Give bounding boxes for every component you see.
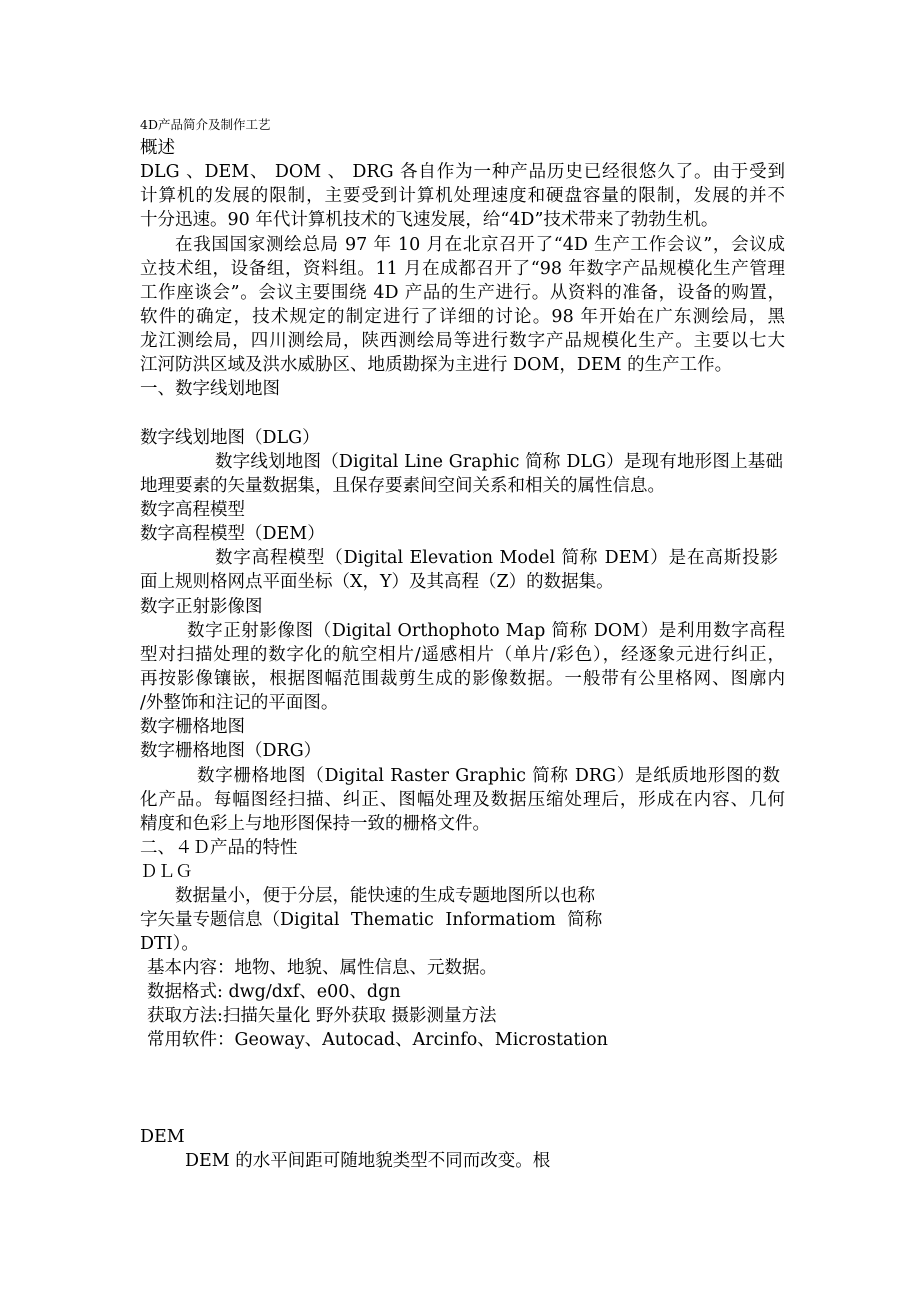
paragraph-line: 工作座谈会”。会议主要围绕 4D 产品的生产进行。从资料的准备，设备的购置， bbox=[140, 283, 785, 303]
paragraph-line: /外整饰和注记的平面图。 bbox=[140, 693, 339, 713]
subheading: 数字高程模型（DEM） bbox=[140, 524, 325, 544]
paragraph-line: 精度和色彩上与地形图保持一致的栅格文件。 bbox=[140, 814, 490, 834]
subheading: 数字正射影像图 bbox=[140, 597, 263, 617]
paragraph-line: 立技术组，设备组，资料组。11 月在成都召开了“98 年数字产品规模化生产管理 bbox=[140, 259, 785, 279]
paragraph-line: 地理要素的矢量数据集，且保存要素间空间关系和相关的属性信息。 bbox=[140, 476, 665, 496]
paragraph-line: 数字正射影像图（Digital Orthophoto Map 简称 DOM）是利用数字高程 bbox=[187, 621, 785, 641]
paragraph-line: 计算机的发展的限制，主要受到计算机处理速度和硬盘容量的限制，发展的并不 bbox=[140, 186, 785, 206]
list-item: 获取方法:扫描矢量化 野外获取 摄影测量方法 bbox=[147, 1006, 497, 1026]
subheading: 数字线划地图（DLG） bbox=[140, 428, 320, 448]
subheading: 数字栅格地图（DRG） bbox=[140, 741, 322, 761]
paragraph-line: 型对扫描处理的数字化的航空相片/遥感相片（单片/彩色），经逐象元进行纠正， bbox=[140, 645, 785, 665]
subheading: 数字栅格地图 bbox=[140, 717, 245, 737]
paragraph-line: DLG 、DEM、 DOM 、 DRG 各自作为一种产品历史已经很悠久了。由于受到 bbox=[140, 162, 785, 182]
paragraph-line: 数字高程模型（Digital Elevation Model 简称 DEM）是在高斯投影 bbox=[215, 548, 778, 568]
paragraph-line: 数字栅格地图（Digital Raster Graphic 简称 DRG）是纸质地形图的数 bbox=[197, 766, 780, 786]
subheading: 数字高程模型 bbox=[140, 500, 245, 520]
paragraph-line: 字矢量专题信息（Digital Thematic Informatiom 简称 bbox=[140, 910, 603, 930]
paragraph-line: 十分迅速。90 年代计算机技术的飞速发展，给“4D”技术带来了勃勃生机。 bbox=[140, 210, 719, 230]
subheading: DEM bbox=[140, 1127, 185, 1147]
paragraph-line: 数字线划地图（Digital Line Graphic 简称 DLG）是现有地形图上基础 bbox=[215, 452, 783, 472]
paragraph-line: 江河防洪区域及洪水威胁区、地质勘探为主进行 DOM，DEM 的生产工作。 bbox=[140, 355, 733, 375]
paragraph-line: DTI）。 bbox=[140, 934, 199, 954]
list-item: 数据格式: dwg/dxf、e00、dgn bbox=[147, 982, 401, 1002]
paragraph-line: 在我国国家测绘总局 97 年 10 月在北京召开了“4D 生产工作会议”，会议成 bbox=[175, 235, 785, 255]
document-title: 4D产品简介及制作工艺 bbox=[140, 117, 271, 132]
paragraph-line: 数据量小，便于分层，能快速的生成专题地图所以也称 bbox=[175, 886, 595, 906]
subheading: ＤＬＧ bbox=[140, 862, 193, 882]
paragraph-line: 龙江测绘局，四川测绘局，陕西测绘局等进行数字产品规模化生产。主要以七大 bbox=[140, 331, 785, 351]
section-heading: 一、数字线划地图 bbox=[140, 379, 280, 399]
heading-overview: 概述 bbox=[140, 138, 175, 158]
paragraph-line: DEM 的水平间距可随地貌类型不同而改变。根 bbox=[185, 1151, 551, 1171]
paragraph-line: 化产品。每幅图经扫描、纠正、图幅处理及数据压缩处理后，形成在内容、几何 bbox=[140, 790, 785, 810]
list-item: 基本内容：地物、地貌、属性信息、元数据。 bbox=[147, 958, 497, 978]
paragraph-line: 软件的确定，技术规定的制定进行了详细的讨论。98 年开始在广东测绘局，黑 bbox=[140, 307, 785, 327]
section-heading: 二、４Ｄ产品的特性 bbox=[140, 838, 298, 858]
list-item: 常用软件：Geoway、Autocad、Arcinfo、Microstation bbox=[147, 1030, 608, 1050]
paragraph-line: 再按影像镶嵌，根据图幅范围裁剪生成的影像数据。一般带有公里格网、图廓内 bbox=[140, 669, 785, 689]
paragraph-line: 面上规则格网点平面坐标（X，Y）及其高程（Z）的数据集。 bbox=[140, 572, 614, 592]
